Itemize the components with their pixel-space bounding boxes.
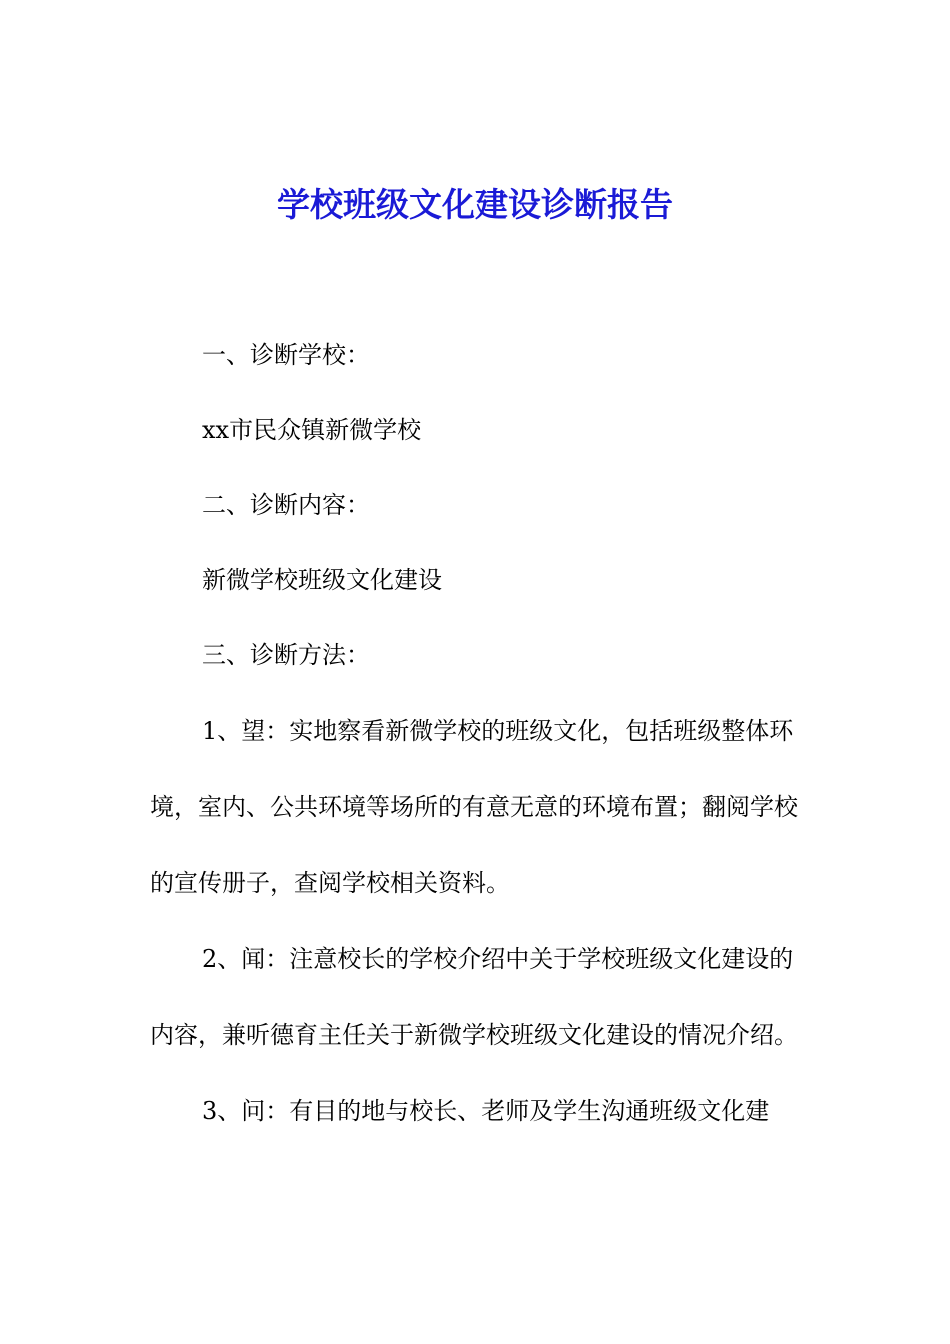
method-paragraph-ask: 3、问：有目的地与校长、老师及学生沟通班级文化建 bbox=[202, 1097, 770, 1125]
school-name: xx市民众镇新微学校 bbox=[202, 416, 422, 444]
method-paragraph-listen: 2、闻：注意校长的学校介绍中关于学校班级文化建设的内容，兼听德育主任关于新微学校班级文化建设的情况介绍。 bbox=[150, 945, 798, 1049]
section-heading-school: 一、诊断学校： bbox=[202, 341, 370, 369]
diagnosis-content: 新微学校班级文化建设 bbox=[202, 566, 442, 594]
section-heading-method: 三、诊断方法： bbox=[202, 641, 370, 669]
method-paragraph-look: 1、望：实地察看新微学校的班级文化，包括班级整体环境，室内、公共环境等场所的有意无意的环境布置；翻阅学校的宣传册子，查阅学校相关资料。 bbox=[150, 717, 798, 897]
document-title: 学校班级文化建设诊断报告 bbox=[277, 185, 673, 224]
document-body bbox=[150, 330, 810, 1161]
section-heading-content: 二、诊断内容： bbox=[202, 491, 370, 519]
